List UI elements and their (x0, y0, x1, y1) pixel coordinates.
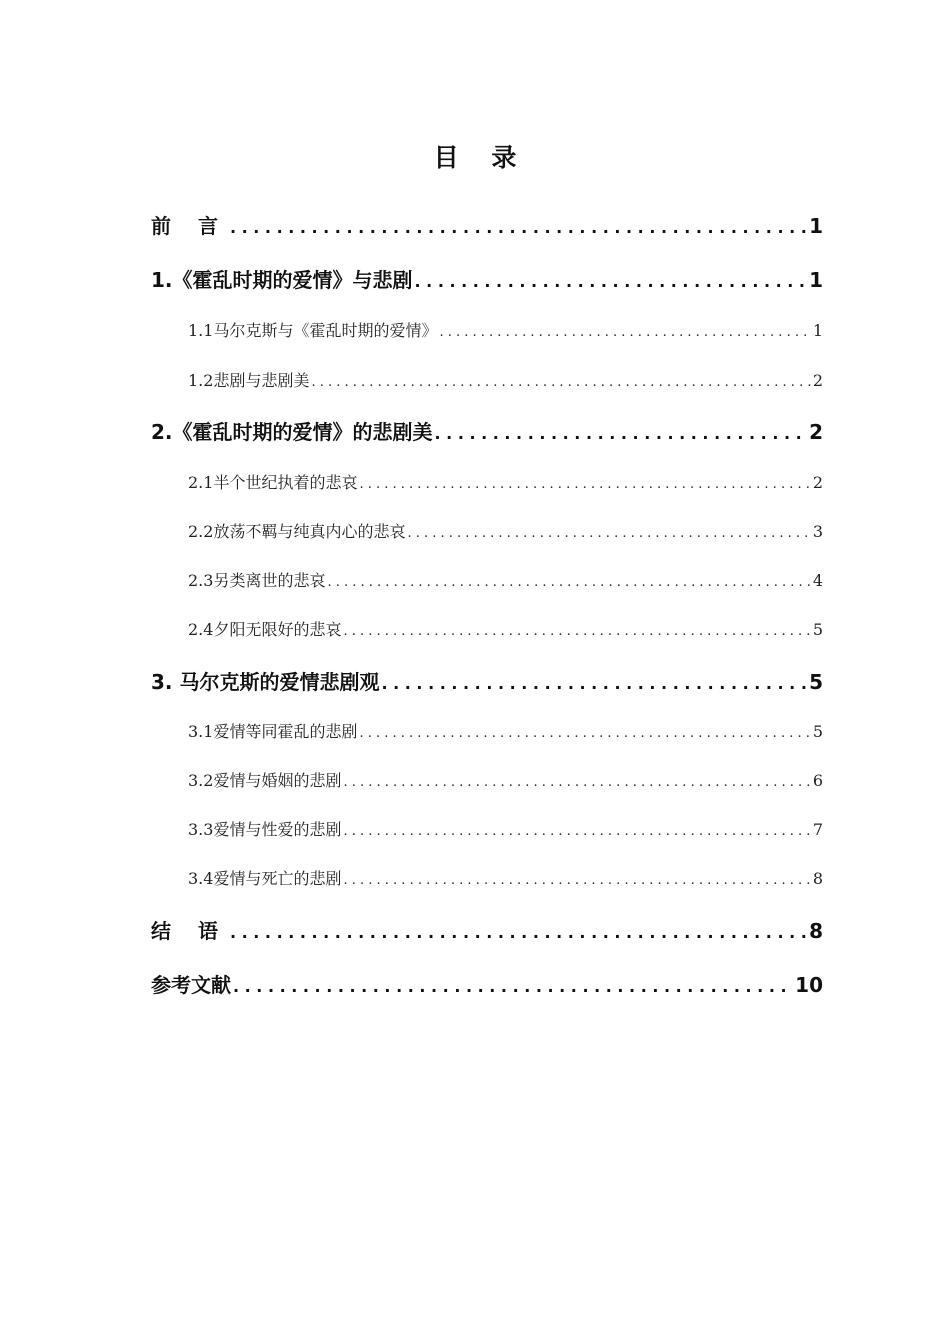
toc-entry-page: 2 (812, 473, 823, 492)
toc-entry-page: 3 (812, 522, 823, 541)
toc-title: 目 录 (433, 143, 529, 172)
dot-leader (230, 214, 807, 238)
dot-leader (343, 620, 810, 639)
toc-entry-preface[interactable] (151, 210, 823, 239)
dot-leader (359, 722, 810, 741)
toc-entry-section-2-1[interactable] (188, 470, 823, 493)
toc-entry-page: 7 (812, 820, 823, 839)
dot-leader (407, 522, 810, 541)
toc-entry-section-1-2[interactable] (188, 368, 823, 391)
toc-entry-page: 1 (809, 268, 823, 292)
toc-entry-label: 结 语 (151, 919, 228, 943)
toc-entry-label: 2.1半个世纪执着的悲哀 (188, 473, 358, 492)
toc-entry-label: 3.1爱情等同霍乱的悲剧 (188, 722, 358, 741)
dot-leader (415, 268, 808, 292)
toc-entry-page: 2 (809, 420, 823, 444)
toc-entry-label: 3.4爱情与死亡的悲剧 (188, 869, 342, 888)
dot-leader (343, 820, 810, 839)
toc-entry-label: 1.1马尔克斯与《霍乱时期的爱情》 (188, 321, 438, 340)
dot-leader (343, 869, 810, 888)
toc-entry-label: 3.3爱情与性爱的悲剧 (188, 820, 342, 839)
toc-entry-label: 参考文献 (151, 973, 231, 997)
dot-leader (233, 973, 793, 997)
dot-leader (359, 473, 810, 492)
toc-entry-section-3-1[interactable] (188, 719, 823, 742)
toc-entry-label: 3. 马尔克斯的爱情悲剧观 (151, 670, 380, 694)
toc-entry-section-3-4[interactable] (188, 866, 823, 889)
dot-leader (343, 771, 810, 790)
toc-entry-references[interactable] (151, 969, 823, 998)
toc-entry-page: 5 (812, 620, 823, 639)
toc-entry-section-1-1[interactable] (188, 318, 823, 341)
dot-leader (327, 571, 810, 590)
toc-entry-section-3-2[interactable] (188, 768, 823, 791)
dot-leader (311, 371, 810, 390)
toc-entry-page: 2 (812, 371, 823, 390)
toc-entry-section-2-4[interactable] (188, 617, 823, 640)
toc-entry-page: 6 (812, 771, 823, 790)
toc-entry-chapter-2[interactable] (151, 416, 823, 445)
toc-entry-page: 1 (809, 214, 823, 238)
toc-entry-page: 8 (809, 919, 823, 943)
toc-entry-chapter-1[interactable] (151, 264, 823, 293)
dot-leader (435, 420, 808, 444)
toc-entry-section-2-2[interactable] (188, 519, 823, 542)
toc-entry-page: 5 (812, 722, 823, 741)
toc-entry-label: 2.《霍乱时期的爱情》的悲剧美 (151, 420, 433, 444)
toc-entry-page: 8 (812, 869, 823, 888)
toc-entry-section-2-3[interactable] (188, 568, 823, 591)
toc-entry-label: 前 言 (151, 214, 228, 238)
dot-leader (230, 919, 807, 943)
toc-entry-page: 5 (809, 670, 823, 694)
toc-entry-label: 3.2爱情与婚姻的悲剧 (188, 771, 342, 790)
toc-entry-label: 2.4夕阳无限好的悲哀 (188, 620, 342, 639)
toc-entry-chapter-3[interactable] (151, 666, 823, 695)
toc-entry-section-3-3[interactable] (188, 817, 823, 840)
dot-leader (381, 670, 807, 694)
toc-entry-label: 1.2悲剧与悲剧美 (188, 371, 310, 390)
toc-entry-page: 10 (795, 973, 823, 997)
toc-entry-page: 4 (812, 571, 823, 590)
toc-entry-label: 2.2放荡不羁与纯真内心的悲哀 (188, 522, 406, 541)
toc-entry-page: 1 (812, 321, 823, 340)
toc-entry-label: 2.3另类离世的悲哀 (188, 571, 326, 590)
toc-entry-label: 1.《霍乱时期的爱情》与悲剧 (151, 268, 413, 292)
dot-leader (439, 321, 810, 340)
toc-entry-conclusion[interactable] (151, 915, 823, 944)
